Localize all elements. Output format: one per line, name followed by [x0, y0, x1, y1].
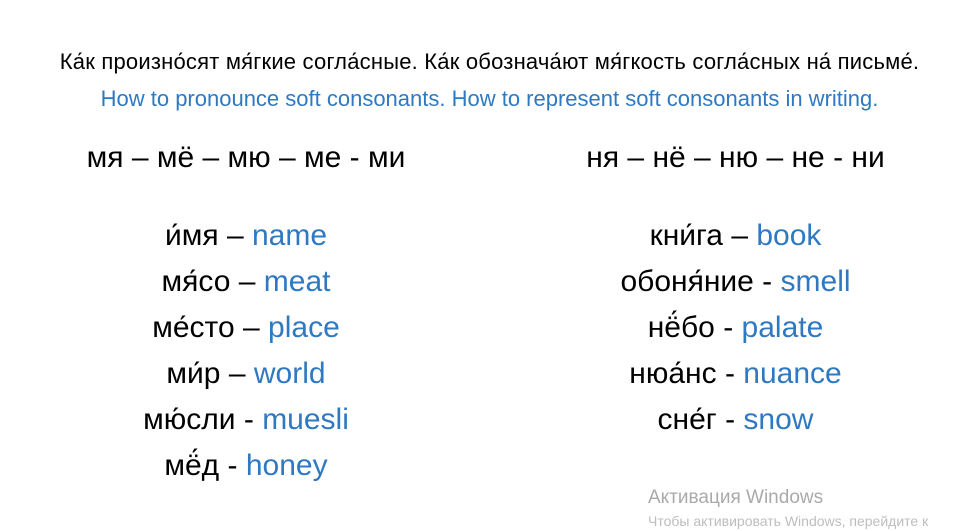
english-translation: smell — [780, 265, 851, 298]
separator-dash: - — [243, 403, 254, 436]
vocabulary-columns — [0, 140, 979, 489]
watermark-title: Активация Windows — [648, 487, 824, 508]
watermark-subtext: Чтобы активировать Windows, перейдите к — [648, 513, 929, 529]
separator-dash: - — [723, 311, 734, 344]
vocab-row — [0, 213, 492, 259]
word-list-m — [0, 213, 492, 489]
vocab-row — [492, 351, 979, 397]
separator-dash: – — [238, 265, 256, 298]
page-subtitle: How to pronounce soft consonants. How to represent soft consonants in writing. — [100, 86, 879, 111]
russian-word: кни́га — [649, 219, 723, 252]
russian-word: нё́бо — [647, 311, 715, 344]
separator-dash: - — [227, 449, 238, 482]
separator-dash: - — [762, 265, 773, 298]
vocab-row — [0, 305, 492, 351]
english-translation: honey — [245, 449, 328, 482]
title-block — [0, 0, 979, 114]
vocab-row — [0, 443, 492, 489]
english-translation: palate — [741, 311, 824, 344]
vocab-row — [0, 259, 492, 305]
page-title: Ка́к произно́сят мя́гкие согла́сные. Ка́к обознача́ют мя́гкость согла́сных на́ письме́. — [59, 49, 920, 74]
separator-dash: – — [228, 357, 246, 390]
vocab-row — [492, 305, 979, 351]
russian-word: сне́г — [657, 403, 717, 436]
english-translation: nuance — [743, 357, 842, 390]
vocab-row — [0, 351, 492, 397]
russian-word: мю́сли — [143, 403, 236, 436]
vocab-row — [0, 397, 492, 443]
separator-dash: – — [731, 219, 749, 252]
windows-activation-watermark — [648, 486, 928, 530]
separator-dash: – — [243, 311, 260, 344]
column-n-soft — [492, 140, 979, 489]
english-translation: name — [251, 219, 328, 252]
vocab-row — [492, 213, 979, 259]
russian-word: ме́сто — [152, 311, 235, 344]
russian-word: ми́р — [166, 357, 221, 390]
russian-word: обоня́ние — [620, 265, 754, 298]
english-translation: muesli — [262, 403, 349, 436]
english-translation: book — [756, 219, 822, 252]
english-translation: place — [268, 311, 340, 344]
english-translation: world — [253, 357, 326, 390]
english-translation: snow — [743, 403, 814, 436]
vocab-row — [492, 259, 979, 305]
syllable-heading-n: ня – нё – ню – не - ни — [586, 141, 885, 174]
russian-word: мя́со — [161, 265, 231, 298]
syllable-heading-m: мя – мё – мю – ме - ми — [86, 141, 406, 174]
russian-word: мё́д — [164, 449, 220, 482]
separator-dash: - — [725, 403, 736, 436]
russian-word: и́мя — [164, 219, 219, 252]
russian-word: нюа́нс — [629, 357, 717, 390]
vocab-row — [492, 397, 979, 443]
separator-dash: – — [226, 219, 244, 252]
column-m-soft — [0, 140, 492, 489]
english-translation: meat — [263, 265, 331, 298]
separator-dash: - — [724, 357, 735, 390]
word-list-n — [492, 213, 979, 443]
